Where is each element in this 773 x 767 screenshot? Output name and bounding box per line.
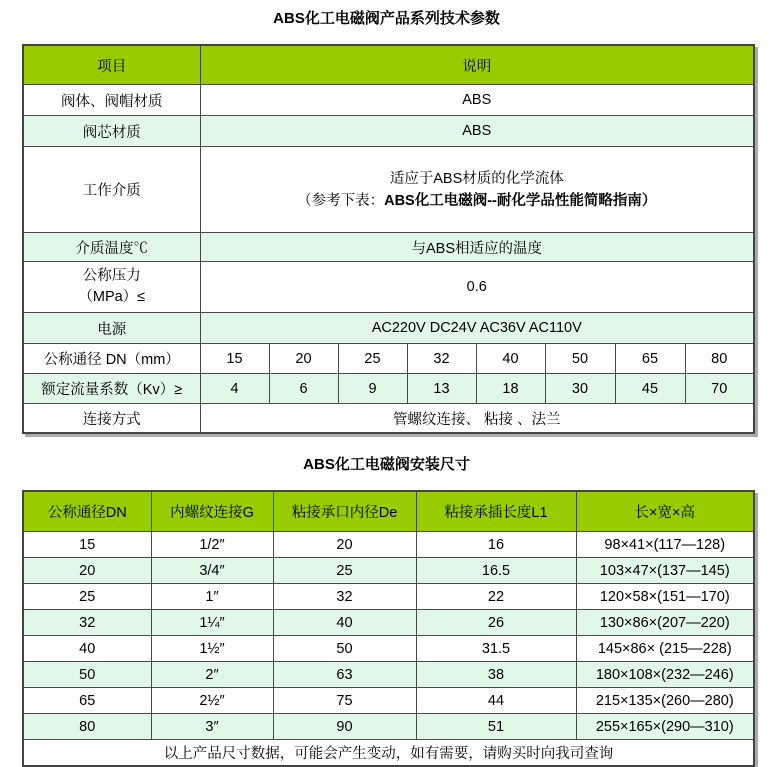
data-cell: 44 xyxy=(416,688,576,714)
data-cell: 1½″ xyxy=(151,636,273,662)
table-row xyxy=(23,662,754,688)
table-row xyxy=(23,233,754,262)
data-cell: 145×86× (215—228) xyxy=(576,636,754,662)
data-cell: 32 xyxy=(407,344,476,374)
working-medium-line1: 适应于ABS材质的化学流体 xyxy=(389,170,564,187)
data-cell: 13 xyxy=(407,374,476,404)
working-medium-line2 xyxy=(205,190,750,212)
data-cell: 3/4″ xyxy=(151,558,273,584)
data-cell: 40 xyxy=(273,610,416,636)
data-cell: 50 xyxy=(545,344,615,374)
data-cell: 25 xyxy=(273,558,416,584)
row-label-cell: 连接方式 xyxy=(23,404,200,434)
data-cell: 20 xyxy=(23,558,151,584)
data-cell: 50 xyxy=(273,636,416,662)
data-cell: 90 xyxy=(273,714,416,740)
table-footer-note: 以上产品尺寸数据，可能会产生变动，如有需要，请购买时向我司查询 xyxy=(23,740,754,767)
install-dims-title: ABS化工电磁阀安装尺寸 xyxy=(303,456,470,473)
working-medium-line2-prefix: （参考下表： xyxy=(297,192,385,209)
tech-params-title: ABS化工电磁阀产品系列技术参数 xyxy=(273,10,500,27)
data-cell: 1¼″ xyxy=(151,610,273,636)
data-cell: 30 xyxy=(545,374,615,404)
table-row xyxy=(23,404,754,434)
row-value-cell xyxy=(200,147,754,233)
data-cell: 1″ xyxy=(151,584,273,610)
table-row xyxy=(23,558,754,584)
header-cell-dn: 公称通径DN xyxy=(23,491,151,532)
data-cell: 80 xyxy=(685,344,754,374)
data-cell: 15 xyxy=(23,532,151,558)
table-row xyxy=(23,262,754,313)
data-cell: 31.5 xyxy=(416,636,576,662)
header-cell-desc: 说明 xyxy=(200,45,754,85)
data-cell: 6 xyxy=(269,374,338,404)
data-cell: 2½″ xyxy=(151,688,273,714)
data-cell: 20 xyxy=(269,344,338,374)
table-row xyxy=(23,584,754,610)
data-cell: 1/2″ xyxy=(151,532,273,558)
data-cell: 215×135×(260—280) xyxy=(576,688,754,714)
table-row xyxy=(23,374,754,404)
table-row xyxy=(23,688,754,714)
data-cell: 20 xyxy=(273,532,416,558)
data-cell: 15 xyxy=(200,344,269,374)
header-cell-thread: 内螺纹连接G xyxy=(151,491,273,532)
data-cell: 80 xyxy=(23,714,151,740)
data-cell: 38 xyxy=(416,662,576,688)
header-cell-lwh: 长×宽×高 xyxy=(576,491,754,532)
data-cell: 75 xyxy=(273,688,416,714)
install-dims-table xyxy=(22,490,755,767)
data-cell: 9 xyxy=(338,374,407,404)
row-label-cell: 公称通径 DN（mm） xyxy=(23,344,200,374)
data-cell: 40 xyxy=(476,344,545,374)
row-label-cell: 电源 xyxy=(23,313,200,344)
row-value-cell: ABS xyxy=(200,85,754,116)
data-cell: 70 xyxy=(685,374,754,404)
row-label-cell: 阀体、阀帽材质 xyxy=(23,85,200,116)
working-medium-line2-bold: ABS化工电磁阀--耐化学品性能简略指南） xyxy=(384,192,657,209)
table-footer-row xyxy=(23,740,754,767)
data-cell: 25 xyxy=(338,344,407,374)
table-header-row xyxy=(23,491,754,532)
data-cell: 45 xyxy=(615,374,685,404)
table-row xyxy=(23,714,754,740)
tech-params-table xyxy=(22,44,755,434)
data-cell: 255×165×(290—310) xyxy=(576,714,754,740)
table-row xyxy=(23,116,754,147)
row-label-cell xyxy=(23,262,200,313)
data-cell: 98×41×(117—128) xyxy=(576,532,754,558)
pressure-label-line1: 公称压力 xyxy=(82,268,141,284)
row-label-cell: 工作介质 xyxy=(23,147,200,233)
table-row xyxy=(23,147,754,233)
header-cell-socket-id: 粘接承口内径De xyxy=(273,491,416,532)
row-label-cell: 额定流量系数（Kv）≥ xyxy=(23,374,200,404)
data-cell: 4 xyxy=(200,374,269,404)
row-label-cell: 介质温度℃ xyxy=(23,233,200,262)
row-label-cell: 阀芯材质 xyxy=(23,116,200,147)
table-row xyxy=(23,313,754,344)
table-row xyxy=(23,610,754,636)
data-cell: 40 xyxy=(23,636,151,662)
table-row xyxy=(23,636,754,662)
data-cell: 16 xyxy=(416,532,576,558)
table-row xyxy=(23,532,754,558)
row-value-cell: 管螺纹连接、 粘接 、法兰 xyxy=(200,404,754,434)
data-cell: 26 xyxy=(416,610,576,636)
table-header-row xyxy=(23,45,754,85)
data-cell: 51 xyxy=(416,714,576,740)
row-value-cell: AC220V DC24V AC36V AC110V xyxy=(200,313,754,344)
data-cell: 130×86×(207—220) xyxy=(576,610,754,636)
data-cell: 32 xyxy=(23,610,151,636)
data-cell: 16.5 xyxy=(416,558,576,584)
row-value-cell: 与ABS相适应的温度 xyxy=(200,233,754,262)
data-cell: 103×47×(137—145) xyxy=(576,558,754,584)
data-cell: 25 xyxy=(23,584,151,610)
data-cell: 120×58×(151—170) xyxy=(576,584,754,610)
table-row xyxy=(23,344,754,374)
row-value-cell: 0.6 xyxy=(200,262,754,313)
data-cell: 2″ xyxy=(151,662,273,688)
row-value-cell: ABS xyxy=(200,116,754,147)
header-cell-socket-len: 粘接承插长度L1 xyxy=(416,491,576,532)
data-cell: 22 xyxy=(416,584,576,610)
data-cell: 18 xyxy=(476,374,545,404)
header-cell-item: 项目 xyxy=(23,45,200,85)
data-cell: 50 xyxy=(23,662,151,688)
data-cell: 180×108×(232—246) xyxy=(576,662,754,688)
data-cell: 65 xyxy=(23,688,151,714)
data-cell: 65 xyxy=(615,344,685,374)
data-cell: 3″ xyxy=(151,714,273,740)
data-cell: 63 xyxy=(273,662,416,688)
data-cell: 32 xyxy=(273,584,416,610)
pressure-label-line2: （MPa）≤ xyxy=(78,289,146,305)
table-row xyxy=(23,85,754,116)
